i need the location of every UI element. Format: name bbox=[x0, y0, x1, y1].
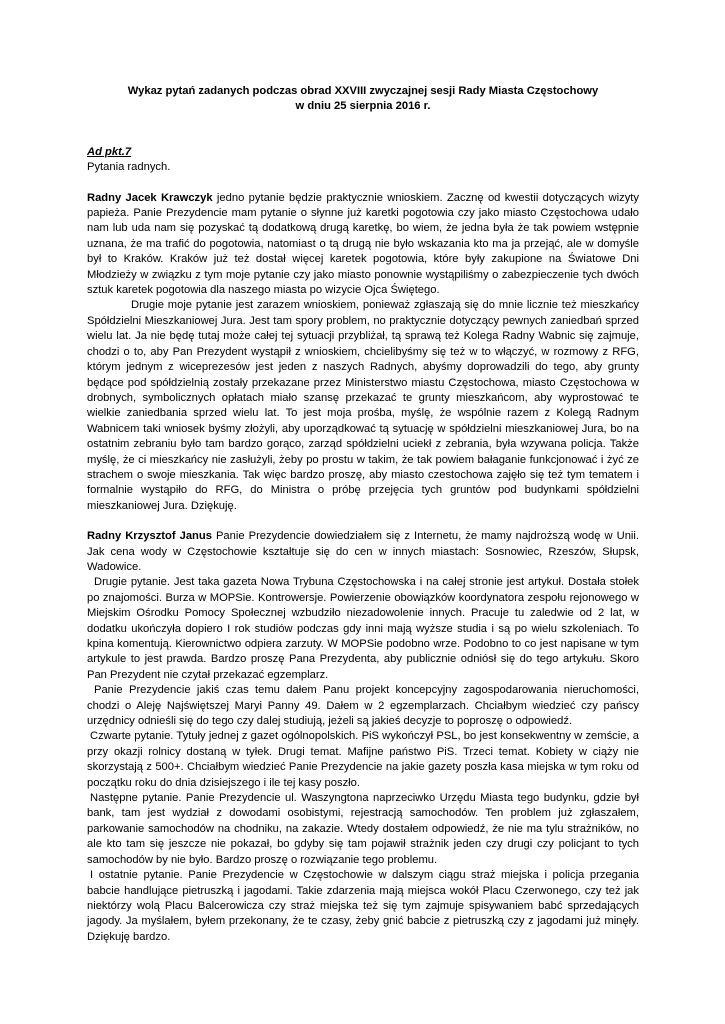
paragraph bbox=[87, 191, 639, 299]
paragraph-text: jedno pytanie będzie praktycznie wnioskiem. Zacznę od kwestii dotyczących wizyty papieża. Panie Prezydencie mam pytanie o słynne już karetki pogotowia czy jako miasto Częstochowa udało nam lub uda nam się pozyskać tą dodatkową drugą karetkę, bo wiem, że jedna była że tak powiem wstępnie uznana, że ma trafić do pogotowia, natomiast o tą drugą nie było wskazania kto ma ja przejąć, ale w domyśle był to Kraków. Kraków już też dostał więcej karetek pogotowia, które były zakupione na Światowe Dni Młodzieży w związku z tym moje pytanie czy jako miasto ponownie wystąpiliśmy o zabezpieczenie tych dwóch sztuk karetek pogotowia dla naszego miasta po wizycie Ojca Świętego. bbox=[87, 191, 639, 297]
paragraph: Drugie pytanie. Jest taka gazeta Nowa Trybuna Częstochowska i na całej stronie jest artykuł. Dostała stołek po znajomości. Burza w MOPSie. Kontrowersje. Powierzenie obowiązków koordynatora zespołu rejonowego w Miejskim Ośrodku Pomocy Społecznej wzbudziło niezadowolenie innych. Pracuje tu zaledwie od 2 lat, w dodatku ukończyła dopiero I rok studiów podczas gdy inni mają wyższe studia i są po wielu szkoleniach. To kpina komentują. Kierownictwo odpiera zarzuty. W MOPSie podobno wrze. Podobno to co jest napisane w tym artykule to jest prawda. Bardzo proszę Pana Prezydenta, aby publicznie odniósł się do tego artykułu. Skoro Pan Prezydent nie czytał przekazać egzemplarz. bbox=[87, 576, 639, 681]
section-subtitle: Pytania radnych. bbox=[87, 161, 171, 174]
paragraph: Drugie moje pytanie jest zarazem wnioskiem, ponieważ zgłaszają się do mnie licznie też mieszkańcy Spółdzielni Mieszkaniowej Jura. Jest tam spory problem, no praktycznie dotyczący pewnych zaniedbań sprzed wielu lat. Ja nie będę tutaj może całej tej sytuacji przybliżał, tą sprawą też Kolega Radny Wabnic się zajmuje, chodzi o to, aby Pan Prezydent wystąpił z wnioskiem, chcielibyśmy się też w to włączyć, w rozmowy z RFG, którym jednym z wiceprezesów jest jeden z naszych Radnych, abyśmy doprowadzili do tego, aby grunty będące pod spółdzielnią zostały przekazane przez Ministerstwo miastu Częstochowa, miasto Częstochowa w drobnych, symbolicznych opłatach miało szansę przekazać te grunty mieszkańcom, aby wyprostować te wielkie zaniedbania sprzed wielu lat. To jest moja prośba, myślę, że wspólnie razem z Kolegą Radnym Wabnicem taki wniosek byśmy złożyli, aby uporządkować tą sytuację w spółdzielni mieszkaniowej Jura, bo na ostatnim zebraniu było tam bardzo gorąco, zarząd spółdzielni uciekł z zebrania, była wzywana policja. Także myślę, że ci mieszkańcy nie zasłużyli, żeby po prostu w takim, że tak powiem bałaganie funkcjonować i żyć ze strachem o swoje mieszkania. Tak więc bardzo proszę, aby miasto czestochowa zajęło się też tym tematem i formalnie wystąpiło do RFG, do Ministra o próbę przejęcia tych gruntów pod budynkami spółdzielni mieszkaniowej Jura. Dziękuję. bbox=[87, 299, 639, 512]
section-heading: Ad pkt.7 bbox=[87, 145, 132, 158]
document-title-line-2: w dniu 25 sierpnia 2016 r. bbox=[295, 100, 431, 113]
paragraph: I ostatnie pytanie. Panie Prezydencie w Częstochowie w dalszym ciągu straż miejska i policja przegania babcie handlujące pietruszką i jagodami. Takie zdarzenia mają miejsca wokół Placu Czerwonego, czy też jak niektórzy wolą Placu Balcerowicza czy straż miejska też się tym zajmuje spisywaniem babć sprzedających jagody. Ja myślałem, byłem przekonany, że te czasy, żeby gnić babcie z pietruszką czy z jagodami już minęły. Dziękuję bardzo. bbox=[87, 869, 639, 943]
speaker-name: Radny Jacek Krawczyk bbox=[87, 191, 213, 204]
document-page bbox=[87, 84, 639, 945]
paragraph-text: Panie Prezydencie dowiedziałem się z Internetu, że mamy najdroższą wodę w Unii. Jak cena wody w Częstochowie kształtuje się do cen w innych miastach: Sosnowiec, Rzeszów, Słupsk, Wadowice. bbox=[87, 530, 639, 573]
speaker-block-janus bbox=[87, 529, 639, 945]
document-title-line-1: Wykaz pytań zadanych podczas obrad XXVIII zwyczajnej sesji Rady Miasta Częstochowy bbox=[127, 85, 599, 97]
paragraph: Czwarte pytanie. Tytuły jednej z gazet ogólnopolskich. PiS wykończył PSL, bo jest konsekwentny w zemście, a przy okazji rolnicy dostaną w tyłek. Drugi temat. Mafijne państwo PiS. Trzeci temat. Kobiety w ciąży nie skorzystają z 500+. Chciałbym wiedzieć Panie Prezydencie na jakie gazety poszła kasa miejska w tym roku od początku roku do dnia dzisiejszego i ile tej kasy poszło. bbox=[87, 730, 639, 789]
paragraph bbox=[87, 529, 639, 575]
speaker-block-krawczyk bbox=[87, 191, 639, 515]
paragraph: Panie Prezydencie jakiś czas temu dałem Panu projekt koncepcyjny zagospodarowania nieruchomości, chodzi o Aleję Najświętszej Maryi Panny 49. Dałem w 2 egzemplarzach. Chciałbym wiedzieć czy pańscy urzędnicy odnieśli się do tego czy dalej studiują, jeżeli są jakieś decyzje to poproszę o odpowiedź. bbox=[87, 684, 639, 728]
paragraph: Następne pytanie. Panie Prezydencie ul. Waszyngtona naprzeciwko Urzędu Miasta tego budynku, gdzie był bank, tam jest wydział z dowodami osobistymi, rejestracją samochodów. Ten problem już zgłaszałem, parkowanie samochodów na chodniku, na zakazie. Wtedy dostałem odpowiedź, że nie ma tylu strażników, no ale kto tam się jeszcze nie pokazał, bo gdyby się tam pojawił strażnik jeden czy drugi czy policjant to tych samochodów by nie było. Bardzo proszę o rozwiązanie tego problemu. bbox=[87, 792, 639, 866]
speaker-name: Radny Krzysztof Janus bbox=[87, 530, 212, 543]
agenda-section bbox=[87, 145, 639, 945]
